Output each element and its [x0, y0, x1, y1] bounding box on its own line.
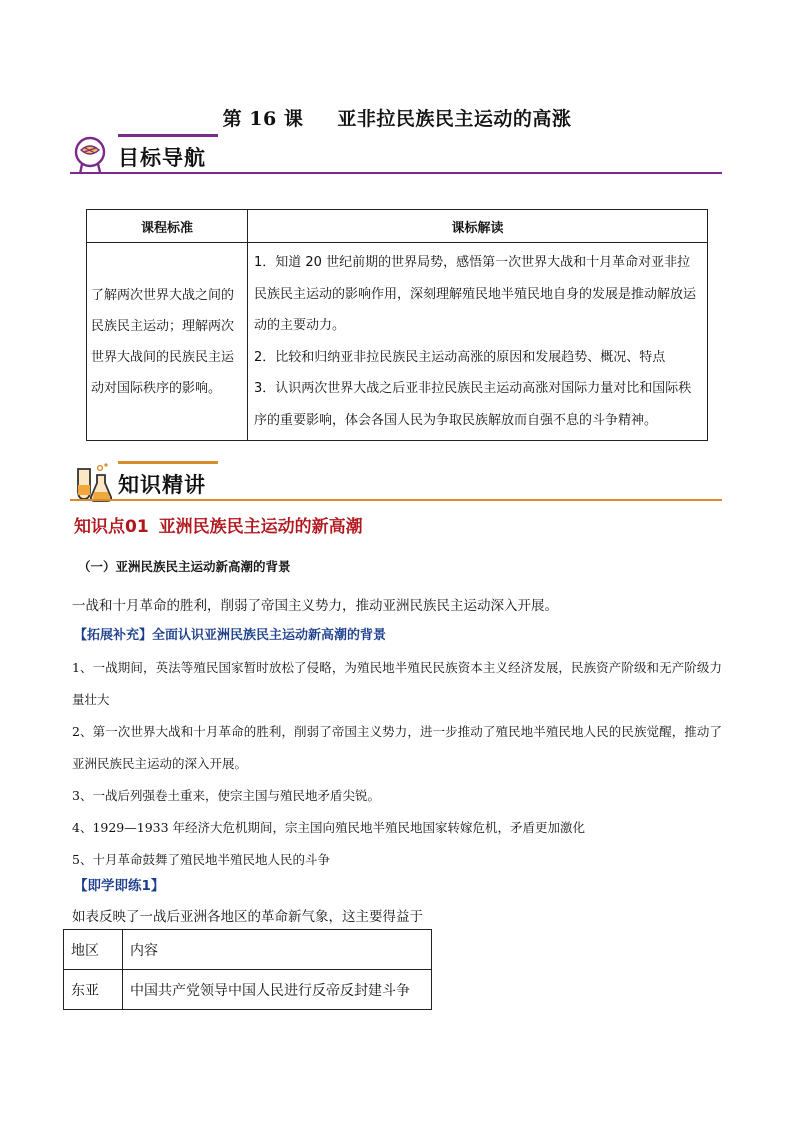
header-divider: [70, 499, 722, 501]
practice-table: [63, 929, 432, 1010]
interpretation-item: 1．知道 20 世纪前期的世界局势，感悟第一次世界大战和十月革命对亚非拉民族民主运动的影响作用，深刻理解殖民地半殖民地自身的发展是推动解放运动的主要动力。: [254, 255, 697, 333]
lesson-name: 亚非拉民族民主运动的高涨: [337, 108, 572, 130]
header-accent-bar: [118, 461, 218, 464]
header-content: 内容: [123, 930, 432, 970]
list-item: 4、1929—1933 年经济大危机期间，宗主国向殖民地半殖民地国家转嫁危机，矛盾更加激化: [72, 820, 586, 835]
header-accent-bar: [118, 134, 218, 137]
knowledge-point-number: 知识点01: [74, 517, 149, 537]
lab-flask-icon: [70, 461, 114, 503]
knowledge-point-name: 亚洲民族民主运动的新高潮: [158, 517, 363, 537]
section-header-knowledge: [70, 461, 722, 505]
interpretation-item: 3．认识两次世界大战之后亚非拉民族民主运动高涨对国际力量对比和国际秩序的重要影响，体会各国人民为争取民族解放而自强不息的斗争精神。: [254, 381, 692, 428]
practice-question: 如表反映了一战后亚洲各地区的革命新气象，这主要得益于: [72, 909, 423, 925]
section-header-goals: [70, 134, 722, 178]
section-title-goals: 目标导航: [118, 146, 206, 170]
interpretation-cell: [248, 243, 708, 441]
list-item: 3、一战后列强卷土重来，使宗主国与殖民地矛盾尖锐。: [72, 788, 380, 803]
standard-cell: 了解两次世界大战之间的民族民主运动；理解两次世界大战间的民族民主运动对国际秩序的影响。: [87, 243, 248, 441]
list-item: 2、第一次世界大战和十月革命的胜利，削弱了帝国主义势力，进一步推动了殖民地半殖民地人民的民族觉醒，推动了亚洲民族民主运动的深入开展。: [72, 724, 722, 771]
content-cell: 中国共产党领导中国人民进行反帝反封建斗争: [123, 970, 432, 1010]
lesson-number: 第 16 课: [222, 108, 304, 130]
table-row: [64, 970, 432, 1010]
extension-list: [72, 652, 722, 876]
list-item: 1、一战期间，英法等殖民国家暂时放松了侵略，为殖民地半殖民民族资本主义经济发展，民族资产阶级和无产阶级力量壮大: [72, 660, 722, 707]
section-title-knowledge: 知识精讲: [118, 473, 206, 497]
page-title: [0, 104, 794, 131]
practice-label: 【即学即练1】: [74, 878, 165, 894]
interpretation-item: 2．比较和归纳亚非拉民族民主运动高涨的原因和发展趋势、概况、特点: [254, 349, 666, 365]
header-region: 地区: [64, 930, 123, 970]
table-header-row: [64, 930, 432, 970]
header-divider: [70, 172, 722, 174]
intro-paragraph: 一战和十月革命的胜利，削弱了帝国主义势力，推动亚洲民族民主运动深入开展。: [72, 598, 558, 614]
subheading: （一）亚洲民族民主运动新高潮的背景: [78, 559, 291, 574]
knowledge-point-title: [74, 512, 363, 537]
standards-table: [86, 209, 708, 441]
reading-brain-icon: [70, 134, 114, 176]
region-cell: 东亚: [64, 970, 123, 1010]
table-header-row: [87, 210, 708, 243]
table-row: [87, 243, 708, 441]
header-standard: 课程标准: [87, 210, 248, 243]
header-interpretation: 课标解读: [248, 210, 708, 243]
extension-label: 【拓展补充】全面认识亚洲民族民主运动新高潮的背景: [74, 628, 387, 643]
list-item: 5、十月革命鼓舞了殖民地半殖民地人民的斗争: [72, 852, 330, 867]
